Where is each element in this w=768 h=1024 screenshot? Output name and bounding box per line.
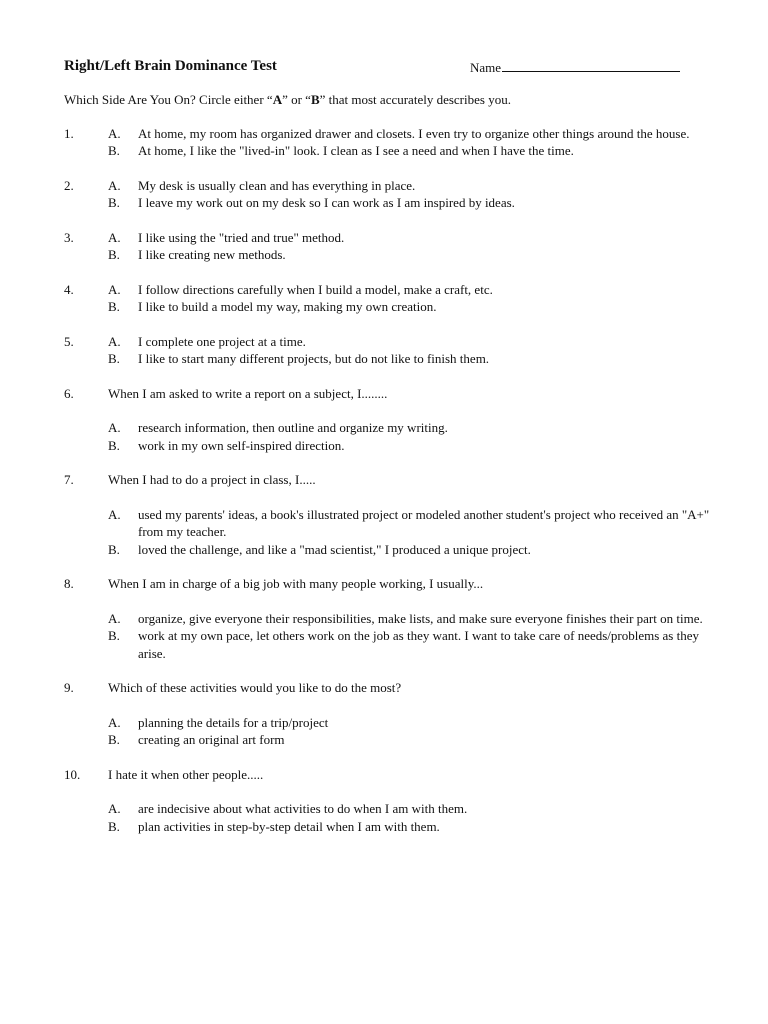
answer-option[interactable]: [64, 125, 724, 143]
option-letter[interactable]: B.: [108, 299, 120, 314]
answer-option[interactable]: [64, 610, 724, 628]
answer-option[interactable]: [64, 142, 724, 160]
option-text: I follow directions carefully when I build a model, make a craft, etc.: [138, 281, 493, 297]
option-letter[interactable]: B.: [108, 628, 120, 643]
question-prompt-row: [64, 385, 724, 403]
question-prompt-row: [64, 766, 724, 784]
name-label: Name: [470, 60, 502, 75]
option-text: I like to start many different projects, but do not like to finish them.: [138, 351, 490, 366]
question-item: [64, 333, 724, 368]
name-field: [470, 57, 680, 78]
question-list: [64, 125, 724, 836]
question-prompt: When I had to do a project in class, I.....: [108, 472, 316, 487]
option-letter[interactable]: A.: [108, 281, 121, 297]
option-text: work in my own self-inspired direction.: [138, 437, 345, 453]
question-item: [64, 281, 724, 316]
option-letter[interactable]: A.: [108, 229, 121, 245]
question-prompt: I hate it when other people.....: [108, 766, 264, 782]
option-letter[interactable]: A.: [108, 714, 121, 730]
question-prompt: When I am in charge of a big job with many people working, I usually...: [108, 576, 484, 591]
question-number: 9.: [64, 680, 74, 695]
option-text: research information, then outline and organize my writing.: [138, 420, 448, 435]
question-item: [64, 177, 724, 212]
option-letter[interactable]: B.: [108, 437, 120, 453]
question-item: [64, 575, 724, 662]
option-text: At home, my room has organized drawer and closets. I even try to organize other things around the house.: [138, 125, 690, 141]
answer-option[interactable]: [64, 350, 724, 368]
answer-option[interactable]: [64, 298, 724, 316]
answer-option[interactable]: [64, 437, 724, 455]
question-prompt-row: [64, 471, 724, 489]
page-title: Right/Left Brain Dominance Test: [64, 58, 277, 74]
option-text: planning the details for a trip/project: [138, 714, 329, 730]
option-letter[interactable]: B.: [108, 351, 120, 366]
question-number: 8.: [64, 576, 74, 591]
instructions-option-a: A: [272, 92, 283, 107]
question-item: [64, 679, 724, 749]
question-number: 4.: [64, 281, 74, 297]
instructions: [64, 91, 724, 109]
option-text: are indecisive about what activities to do when I am with them.: [138, 801, 468, 816]
option-letter[interactable]: B.: [108, 818, 120, 834]
option-text: plan activities in step-by-step detail when I am with them.: [138, 818, 440, 834]
option-text: I like creating new methods.: [138, 247, 286, 262]
answer-option[interactable]: [64, 281, 724, 299]
question-prompt-row: [64, 575, 724, 593]
instructions-option-b: B: [310, 92, 320, 107]
answer-option[interactable]: [64, 818, 724, 836]
option-letter[interactable]: A.: [108, 125, 121, 141]
question-prompt: When I am asked to write a report on a subject, I........: [108, 385, 388, 401]
question-item: [64, 385, 724, 455]
answer-option[interactable]: [64, 177, 724, 195]
question-number: 2.: [64, 177, 74, 193]
question-prompt-row: [64, 679, 724, 697]
question-number: 3.: [64, 229, 74, 245]
question-number: 6.: [64, 385, 74, 401]
question-item: [64, 766, 724, 836]
answer-option[interactable]: [64, 419, 724, 437]
question-number: 10.: [64, 766, 81, 782]
answer-option[interactable]: [64, 541, 724, 559]
option-letter[interactable]: A.: [108, 801, 121, 816]
question-number: 7.: [64, 472, 74, 487]
option-letter[interactable]: A.: [108, 506, 121, 522]
option-letter[interactable]: B.: [108, 247, 120, 262]
option-letter[interactable]: B.: [108, 541, 120, 557]
option-text: work at my own pace, let others work on the job as they want. I want to take care of needs/problems as they arise.: [138, 628, 699, 661]
option-text: I like to build a model my way, making my own creation.: [138, 299, 437, 314]
question-item: [64, 471, 724, 558]
option-letter[interactable]: B.: [108, 143, 120, 158]
instructions-suffix: ” that most accurately describes you.: [319, 92, 511, 107]
question-item: [64, 229, 724, 264]
option-letter[interactable]: B.: [108, 195, 120, 210]
option-letter[interactable]: A.: [108, 420, 121, 435]
answer-option[interactable]: [64, 627, 724, 662]
answer-option[interactable]: [64, 800, 724, 818]
option-letter[interactable]: A.: [108, 610, 121, 626]
option-text: My desk is usually clean and has everything in place.: [138, 177, 416, 193]
answer-option[interactable]: [64, 333, 724, 351]
question-prompt: Which of these activities would you like to do the most?: [108, 680, 402, 695]
option-letter[interactable]: A.: [108, 333, 121, 349]
answer-option[interactable]: [64, 229, 724, 247]
answer-option[interactable]: [64, 714, 724, 732]
option-text: I leave my work out on my desk so I can work as I am inspired by ideas.: [138, 195, 515, 210]
option-text: I like using the "tried and true" method.: [138, 229, 345, 245]
question-item: [64, 125, 724, 160]
name-blank-line: [502, 57, 680, 72]
option-letter[interactable]: B.: [108, 732, 120, 747]
instructions-prefix: Which Side Are You On? Circle either “: [64, 92, 273, 107]
option-text: I complete one project at a time.: [138, 333, 306, 349]
instructions-middle: ” or “: [282, 92, 311, 107]
option-letter[interactable]: A.: [108, 177, 121, 193]
option-text: creating an original art form: [138, 732, 285, 747]
question-number: 5.: [64, 333, 74, 349]
answer-option[interactable]: [64, 246, 724, 264]
option-text: At home, I like the "lived-in" look. I clean as I see a need and when I have the time.: [138, 143, 574, 158]
worksheet-header: [64, 56, 724, 78]
answer-option[interactable]: [64, 194, 724, 212]
option-text: used my parents' ideas, a book's illustrated project or modeled another student's project who received an "A+" from my teacher.: [138, 506, 710, 539]
option-text: loved the challenge, and like a "mad scientist," I produced a unique project.: [138, 541, 531, 557]
option-text: organize, give everyone their responsibilities, make lists, and make sure everyone finishes their part on time.: [138, 610, 703, 626]
answer-option[interactable]: [64, 506, 724, 541]
answer-option[interactable]: [64, 731, 724, 749]
question-number: 1.: [64, 125, 74, 141]
worksheet-page: [64, 56, 724, 852]
